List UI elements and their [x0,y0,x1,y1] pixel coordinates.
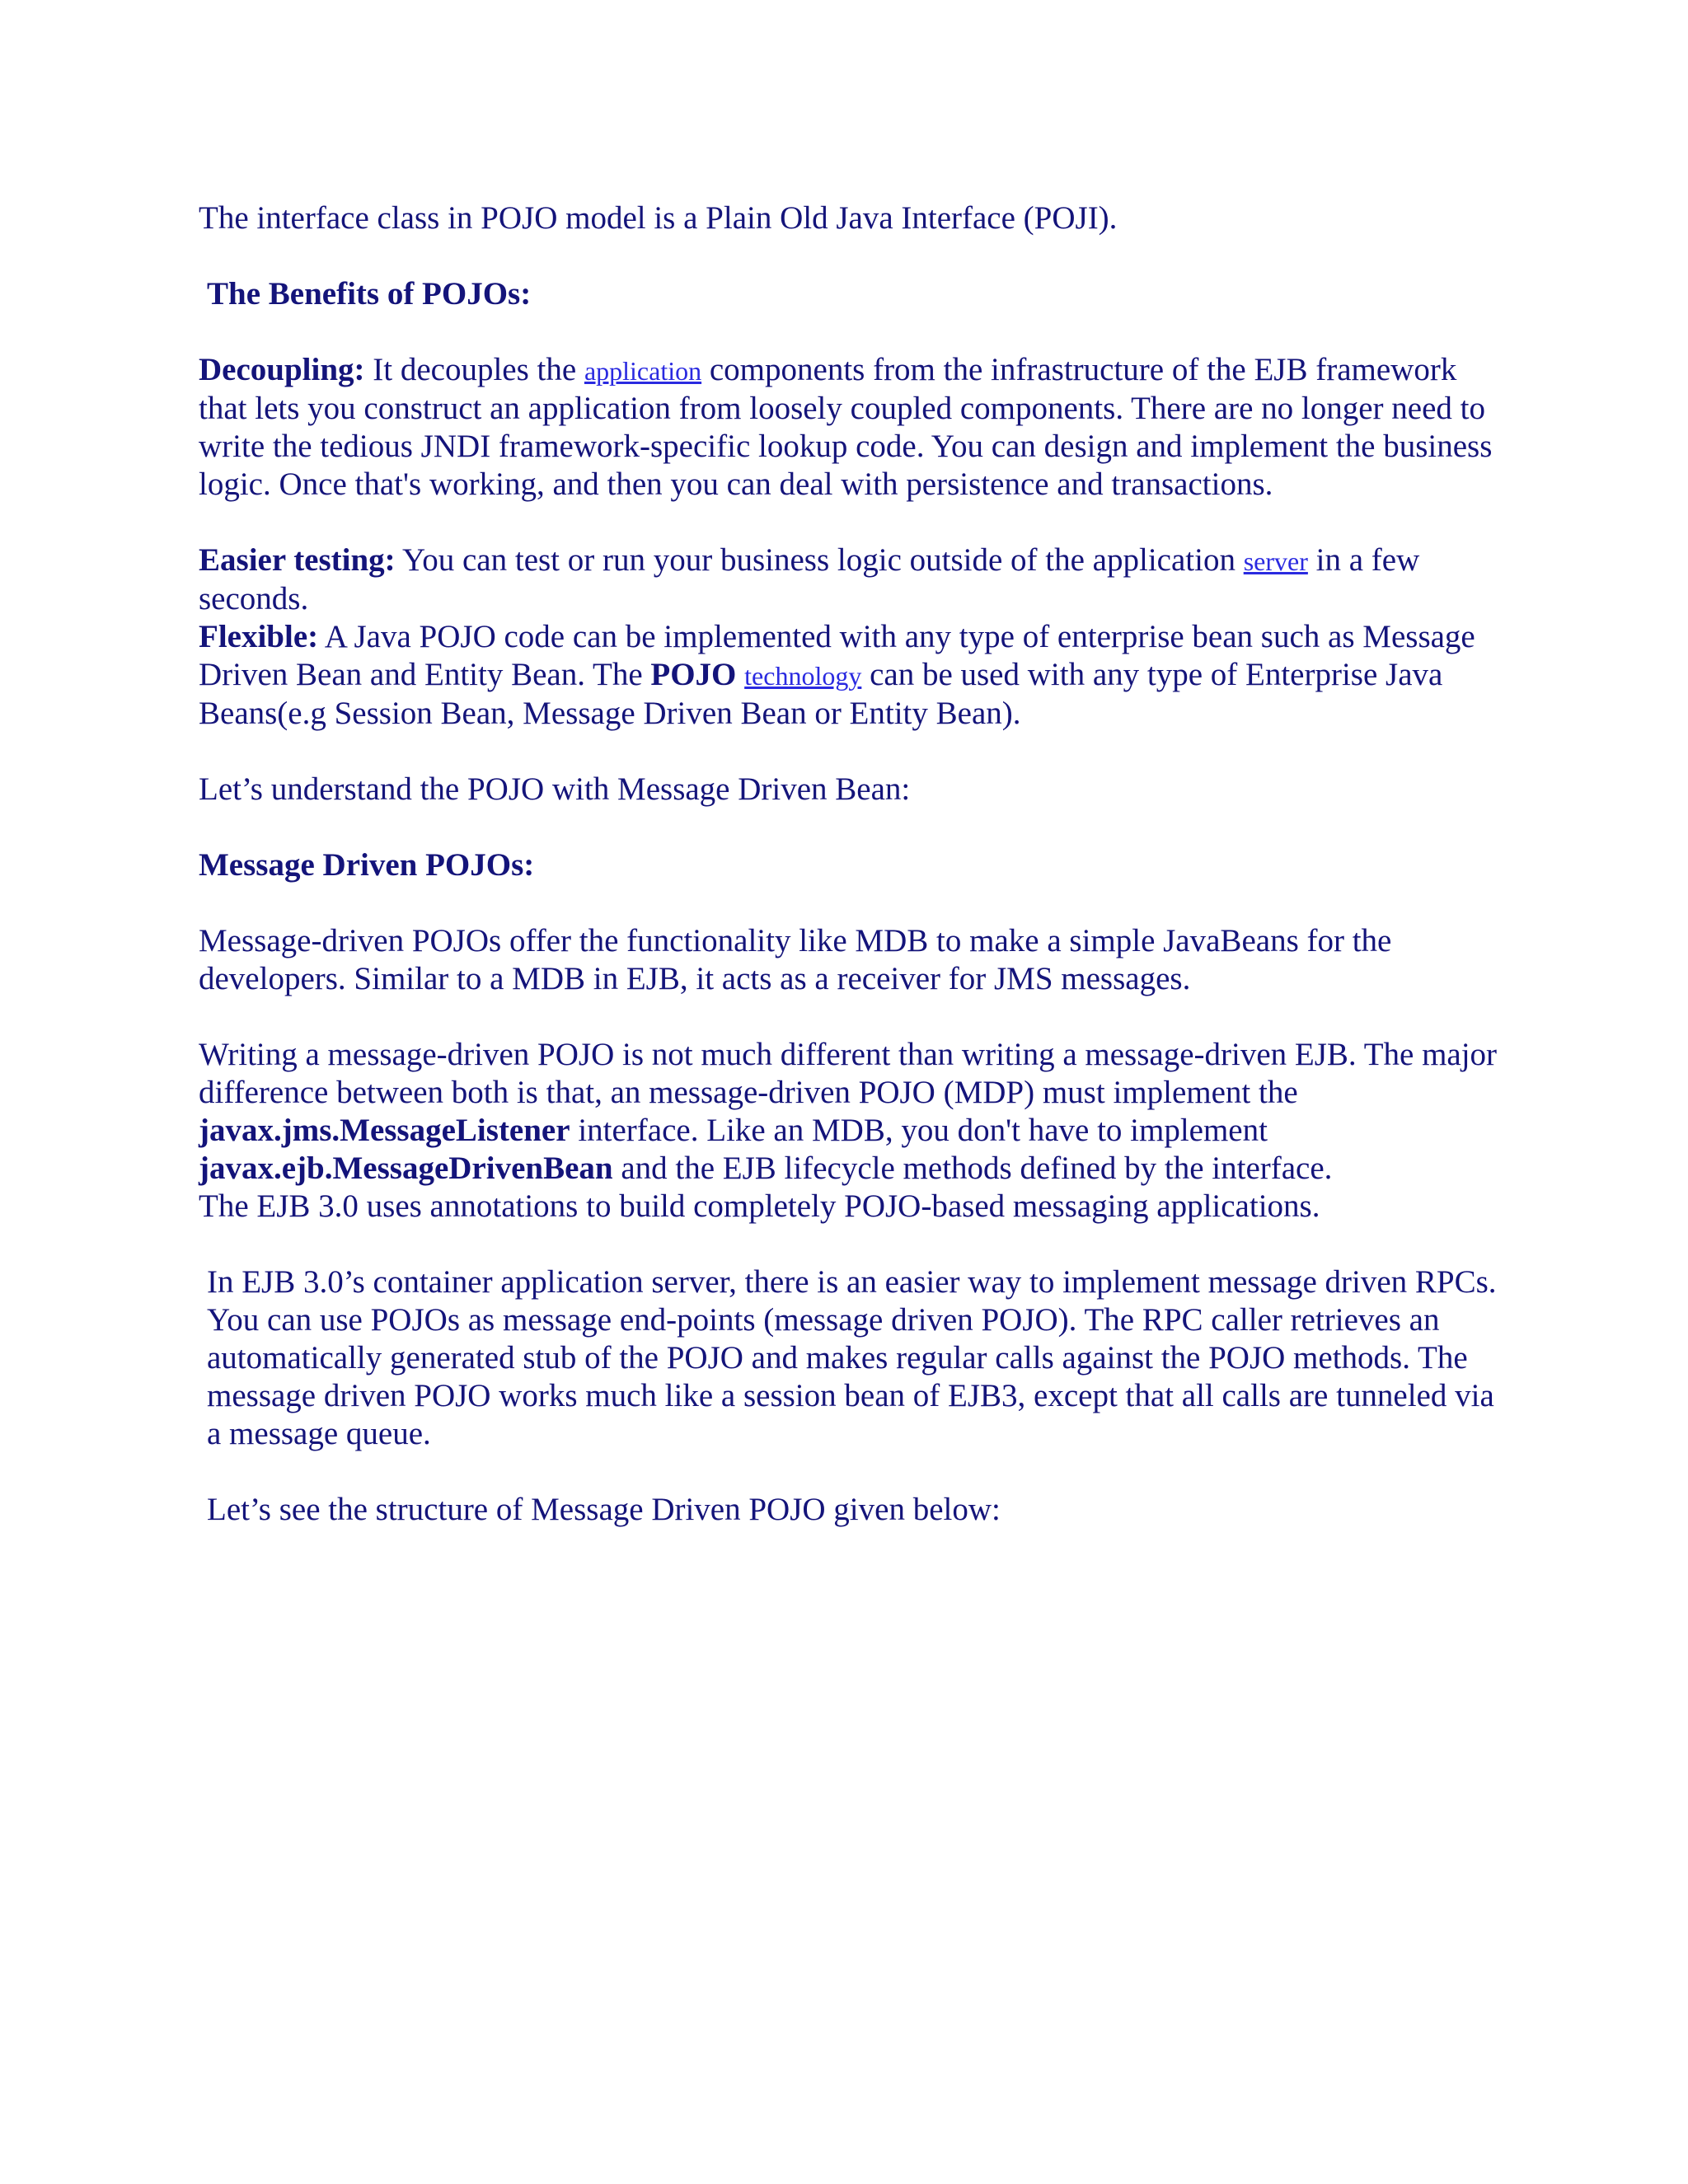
spacer [199,998,1501,1036]
spacer [199,504,1501,541]
pojo-bold: POJO [650,657,737,692]
flexible-text-1: A Java POJO code can be implemented with any type of enterprise bean such as Message Driven Bean and Entity Bean. The [199,619,1475,692]
decoupling-label: Decoupling: [199,352,365,387]
spacer [199,733,1501,771]
spacer [199,237,1501,275]
flexible-label: Flexible: [199,619,319,654]
mdp-paragraph-2-line-2: The EJB 3.0 uses annotations to build completely POJO-based messaging applications. [199,1188,1320,1224]
easier-testing-label: Easier testing: [199,542,396,578]
understand-paragraph: Let’s understand the POJO with Message Driven Bean: [199,771,911,807]
intro-paragraph: The interface class in POJO model is a Plain Old Java Interface (POJI). [199,200,1118,236]
mdp2-text-2: interface. Like an MDB, you don't have to implement [570,1113,1268,1148]
mdp-paragraph-2 [199,1036,1501,1188]
easier-testing-paragraph [199,541,1501,618]
decoupling-text-1: It decouples the [364,352,584,387]
easier-testing-text-2: in a few seconds. [199,542,1420,616]
server-link[interactable]: server [1243,546,1308,576]
message-driven-bean-bold: javax.ejb.MessageDrivenBean [199,1151,613,1186]
document-page [199,199,1501,1529]
flexible-text-3: can be used with any type of Enterprise Java Beans(e.g Session Bean, Message Driven Bean or Entity Bean). [199,657,1443,731]
benefits-heading: The Benefits of POJOs: [207,276,532,312]
mdp-paragraph-3: In EJB 3.0’s container application server, there is an easier way to implement message driven RPCs. You can use POJOs as message end-points (message driven POJO). The RPC caller retrieves an automatically generated stub of the POJO and makes regular calls against the POJO methods. The message driven POJO works much like a session bean of EJB3, except that all calls are tunneled via a message queue. [207,1264,1497,1451]
mdp2-text-1: Writing a message-driven POJO is not much different than writing a message-driven EJB. The major difference between both is that, an message-driven POJO (MDP) must implement the [199,1037,1498,1110]
technology-link[interactable]: technology [744,661,862,691]
spacer [199,1453,1501,1491]
application-link[interactable]: application [584,356,702,386]
easier-testing-text-1: You can test or run your business logic outside of the application [395,542,1244,578]
mdp2-text-3: and the EJB lifecycle methods defined by the interface. [612,1151,1333,1186]
spacer [199,313,1501,351]
mdp-heading: Message Driven POJOs: [199,847,535,883]
message-listener-bold: javax.jms.MessageListener [199,1113,570,1148]
flexible-paragraph [199,618,1501,733]
flexible-text-2 [736,657,744,692]
mdp-paragraph-1: Message-driven POJOs offer the functionality like MDB to make a simple JavaBeans for the developers. Similar to a MDB in EJB, it acts as a receiver for JMS messages. [199,923,1392,996]
structure-paragraph: Let’s see the structure of Message Driven POJO given below: [207,1492,1001,1527]
decoupling-text-2: components from the infrastructure of the EJB framework that lets you construct an application from loosely coupled components. There are no longer need to write the tedious JNDI framework-specific lookup code. You can design and implement the business logic. Once that's working, and then you can deal with persistence and transactions. [199,352,1493,502]
spacer [199,884,1501,922]
decoupling-paragraph [199,351,1501,504]
spacer [199,1226,1501,1263]
spacer [199,808,1501,846]
